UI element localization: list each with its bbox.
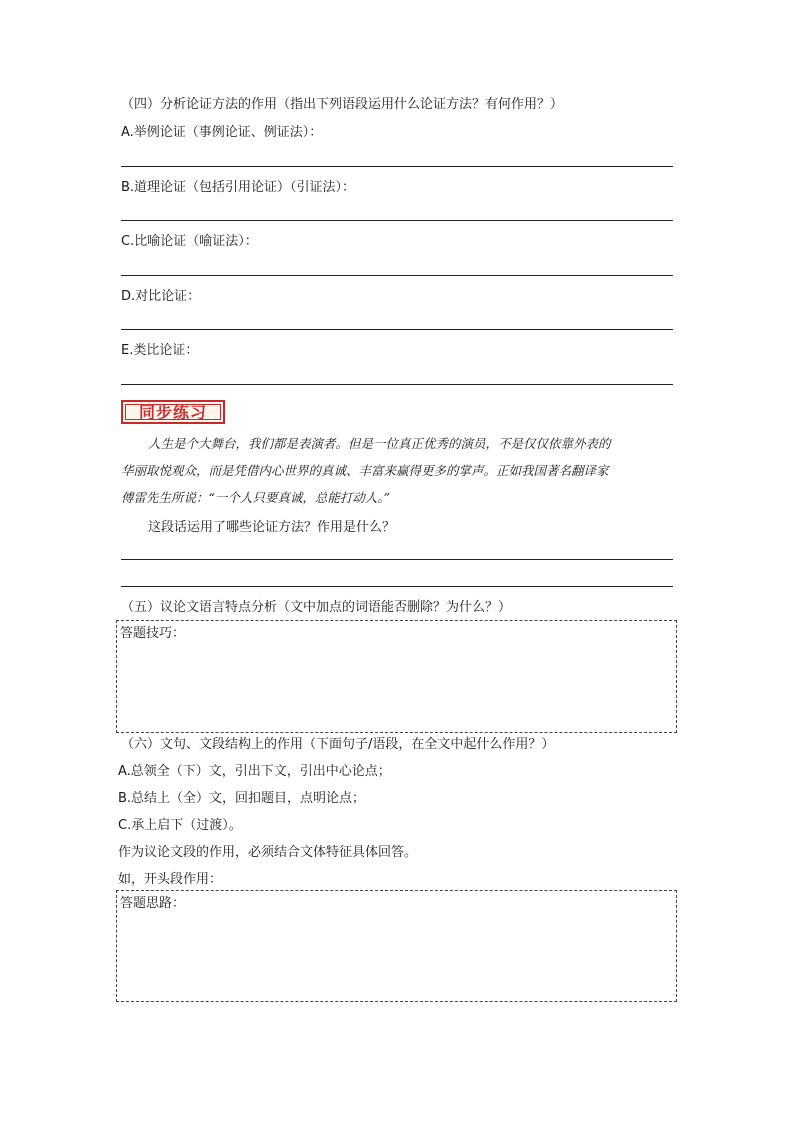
answer-approach-box[interactable] (116, 890, 677, 1002)
section6-title: （六）文句、文段结构上的作用（下面句子/语段，在全文中起什么作用？） (121, 737, 555, 752)
answer-line-reasoning (121, 220, 673, 221)
structure-item-b: B.总结上（全）文，回扣题目，点明论点； (118, 791, 366, 806)
answer-approach-label: 答题思路： (120, 896, 186, 911)
section4-title: （四）分析论证方法的作用（指出下列语段运用什么论证方法？有何作用？） (121, 97, 564, 112)
answer-tips-label: 答题技巧： (120, 626, 186, 641)
structure-item-a: A.总领全（下）文，引出下文，引出中心论点； (118, 764, 391, 779)
answer-line-analogy (121, 384, 673, 385)
method-reasoning-label: B.道理论证（包括引用论证）（引证法）： (121, 180, 356, 195)
answer-line-example (121, 166, 673, 167)
method-metaphor-label: C.比喻论证（喻证法）： (121, 234, 258, 249)
practice-badge (121, 400, 225, 424)
method-contrast-label: D.对比论证： (121, 289, 201, 304)
practice-badge-text: 同步练习 (138, 403, 207, 422)
practice-question: 这段话运用了哪些论证方法？作用是什么？ (148, 520, 396, 535)
answer-line-metaphor (121, 275, 673, 276)
answer-line-contrast (121, 329, 673, 330)
structure-note: 作为议论文段的作用，必须结合文体特征具体回答。 (118, 845, 418, 860)
answer-tips-box[interactable] (116, 620, 677, 733)
passage-line-2: 华丽取悦观众，而是凭借内心世界的真诚、丰富来赢得更多的掌声。正如我国著名翻译家 (121, 463, 609, 478)
passage-line-1: 人生是个大舞台，我们都是表演者。但是一位真正优秀的演员，不是仅仅依靠外表的 (148, 436, 611, 451)
passage-line-3: 傅雷先生所说：“一个人只要真诚，总能打动人。” (121, 490, 391, 505)
method-analogy-label: E.类比论证： (121, 343, 199, 358)
answer-line-practice-2 (121, 586, 673, 587)
method-example-label: A.举例论证（事例论证、例证法）： (121, 125, 323, 140)
answer-line-practice-1 (121, 559, 673, 560)
structure-item-c: C.承上启下（过渡）。 (118, 818, 242, 833)
structure-example: 如，开头段作用： (118, 872, 223, 887)
section5-title: （五）议论文语言特点分析（文中加点的词语能否删除？为什么？） (121, 600, 512, 615)
